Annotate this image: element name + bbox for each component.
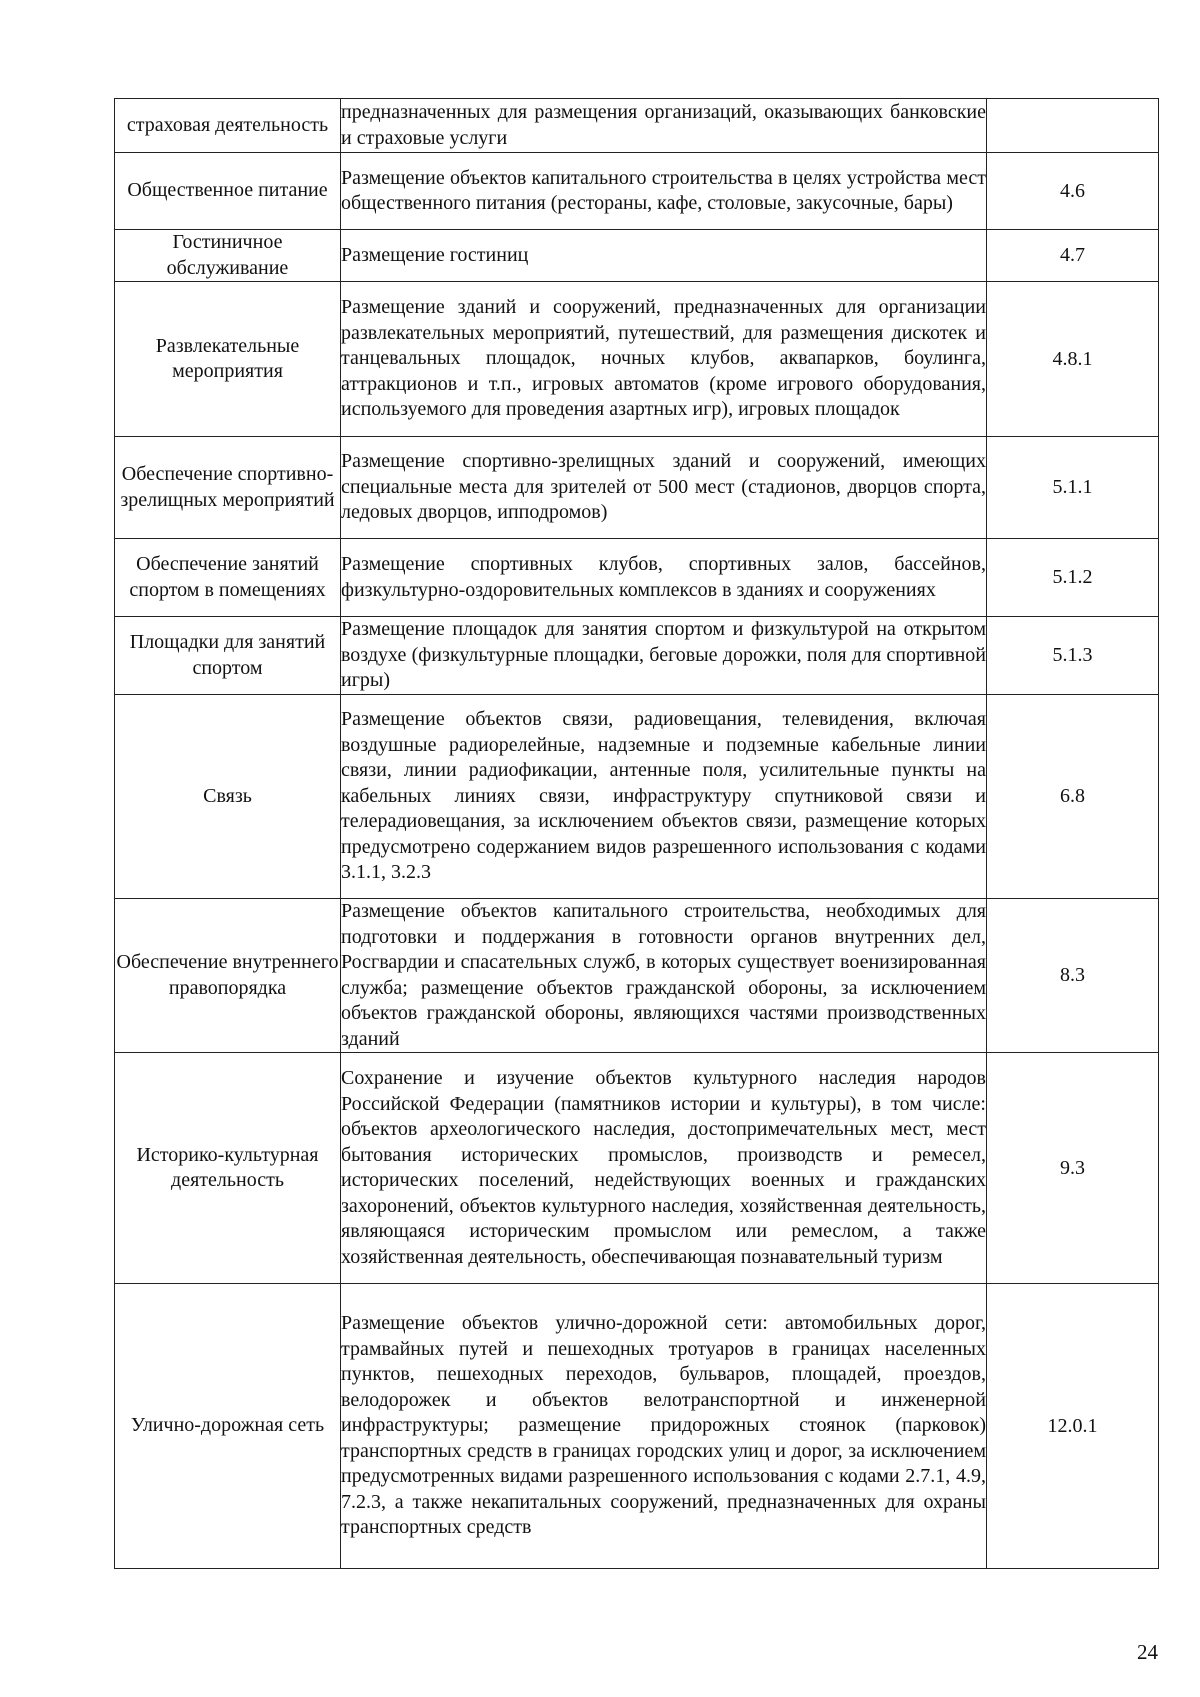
table-row	[115, 617, 1159, 695]
table-row	[115, 1053, 1159, 1284]
use-description-cell: Размещение объектов связи, радиовещания, телевидения, включая воздушные радиорелейные, надземные и подземные кабельные линии связи, линии радиофикации, антенные поля, усилительные пункты на кабельных линиях связи, инфраструктуру спутниковой связи и телерадиовещания, за исключением объектов связи, размещение которых предусмотрено содержанием видов разрешенного использования с кодами 3.1.1, 3.2.3	[341, 695, 987, 899]
use-description-cell: Размещение зданий и сооружений, предназначенных для организации развлекательных мероприятий, путешествий, для размещения дискотек и танцевальных площадок, ночных клубов, аквапарков, боулинга, аттракционов и т.п., игровых автоматов (кроме игрового оборудования, используемого для проведения азартных игр), игровых площадок	[341, 282, 987, 437]
use-description-cell: Размещение гостиниц	[341, 230, 987, 282]
use-name-cell: Связь	[115, 695, 341, 899]
use-description-cell: Размещение площадок для занятия спортом и физкультурой на открытом воздухе (физкультурные площадки, беговые дорожки, поля для спортивной игры)	[341, 617, 987, 695]
land-use-table	[114, 98, 1159, 1569]
table-row	[115, 539, 1159, 617]
use-code-cell: 12.0.1	[987, 1284, 1159, 1569]
use-description-cell: Размещение объектов улично-дорожной сети: автомобильных дорог, трамвайных путей и пешеходных тротуаров в границах населенных пунктов, пешеходных переходов, бульваров, площадей, проездов, велодорожек и объектов велотранспортной и инженерной инфраструктуры; размещение придорожных стоянок (парковок) транспортных средств в границах городских улиц и дорог, за исключением предусмотренных видами разрешенного использования с кодами 2.7.1, 4.9, 7.2.3, а также некапитальных сооружений, предназначенных для охраны транспортных средств	[341, 1284, 987, 1569]
use-code-cell: 4.7	[987, 230, 1159, 282]
use-description-cell: Размещение спортивных клубов, спортивных залов, бассейнов, физкультурно-оздоровительных комплексов в зданиях и сооружениях	[341, 539, 987, 617]
use-name-cell: Обеспечение занятий спортом в помещениях	[115, 539, 341, 617]
table-row	[115, 230, 1159, 282]
use-code-cell: 8.3	[987, 899, 1159, 1053]
use-code-cell: 9.3	[987, 1053, 1159, 1284]
use-code-cell: 4.8.1	[987, 282, 1159, 437]
use-description-cell: Размещение объектов капитального строительства, необходимых для подготовки и поддержания в готовности органов внутренних дел, Росгвардии и спасательных служб, в которых существует военизированная служба; размещение объектов гражданской обороны, за исключением объектов гражданской обороны, являющихся частями производственных зданий	[341, 899, 987, 1053]
use-code-cell: 5.1.1	[987, 437, 1159, 539]
use-name-cell: Улично-дорожная сеть	[115, 1284, 341, 1569]
use-code-cell: 5.1.3	[987, 617, 1159, 695]
use-description-cell: предназначенных для размещения организаций, оказывающих банковские и страховые услуги	[341, 99, 987, 153]
use-name-cell: Общественное питание	[115, 153, 341, 230]
use-code-cell: 4.6	[987, 153, 1159, 230]
table-row	[115, 1284, 1159, 1569]
use-name-cell: Гостиничное обслуживание	[115, 230, 341, 282]
use-name-cell: Обеспечение спортивно-зрелищных мероприятий	[115, 437, 341, 539]
use-code-cell: 6.8	[987, 695, 1159, 899]
page-number: 24	[1137, 1640, 1158, 1664]
use-description-cell: Сохранение и изучение объектов культурного наследия народов Российской Федерации (памятников истории и культуры), в том числе: объектов археологического наследия, достопримечательных мест, мест бытования исторических промыслов, производств и ремесел, исторических поселений, недействующих военных и гражданских захоронений, объектов культурного наследия, хозяйственная деятельность, являющаяся историческим промыслом или ремеслом, а также хозяйственная деятельность, обеспечивающая познавательный туризм	[341, 1053, 987, 1284]
use-code-cell	[987, 99, 1159, 153]
table-row	[115, 695, 1159, 899]
use-name-cell: страховая деятельность	[115, 99, 341, 153]
use-name-cell: Обеспечение внутреннего правопорядка	[115, 899, 341, 1053]
table-row	[115, 282, 1159, 437]
use-code-cell: 5.1.2	[987, 539, 1159, 617]
use-description-cell: Размещение объектов капитального строительства в целях устройства мест общественного питания (рестораны, кафе, столовые, закусочные, бары)	[341, 153, 987, 230]
table-row	[115, 153, 1159, 230]
use-name-cell: Историко-культурная деятельность	[115, 1053, 341, 1284]
table-row	[115, 99, 1159, 153]
table-row	[115, 437, 1159, 539]
table-row	[115, 899, 1159, 1053]
use-name-cell: Развлекательные мероприятия	[115, 282, 341, 437]
use-name-cell: Площадки для занятий спортом	[115, 617, 341, 695]
use-description-cell: Размещение спортивно-зрелищных зданий и сооружений, имеющих специальные места для зрителей от 500 мест (стадионов, дворцов спорта, ледовых дворцов, ипподромов)	[341, 437, 987, 539]
